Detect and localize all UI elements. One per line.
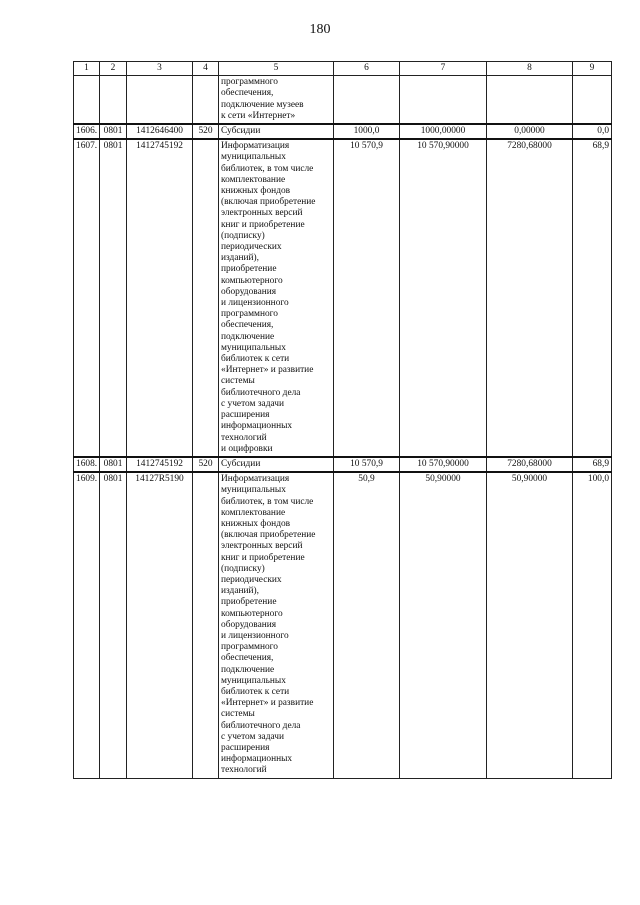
header-row (74, 62, 612, 76)
expense-type-code (193, 76, 219, 124)
column-header: 1 (74, 62, 100, 76)
section-code (100, 76, 127, 124)
approved-amount: 1000,00000 (400, 124, 487, 139)
budget-table (73, 61, 612, 779)
section-code: 0801 (100, 457, 127, 472)
target-article-code: 1412646400 (127, 124, 193, 139)
section-code: 0801 (100, 124, 127, 139)
row-number: 1607. (74, 139, 100, 457)
column-header: 3 (127, 62, 193, 76)
executed-amount: 7280,68000 (487, 139, 573, 457)
item-name: Информатизация муниципальных библиотек, в том числе комплектование книжных фондов (включая приобретение электронных версий книг и приобретение (подписку) периодических изданий), приобретение компьютерного оборудования и лицензионного программного обеспечения, подключение муниципальных библиотек к сети «Интернет» и развитие системы библиотечного дела с учетом задачи расширения информационных технологий и оцифровки (219, 139, 334, 457)
column-header: 4 (193, 62, 219, 76)
table-row (74, 124, 612, 139)
execution-percent: 0,0 (573, 124, 612, 139)
execution-percent: 68,9 (573, 457, 612, 472)
table-row (74, 457, 612, 472)
column-header: 7 (400, 62, 487, 76)
target-article-code (127, 76, 193, 124)
target-article-code: 14127R5190 (127, 472, 193, 778)
page-number: 180 (309, 22, 331, 37)
table-row (74, 76, 612, 124)
planned-amount: 1000,0 (334, 124, 400, 139)
planned-amount: 10 570,9 (334, 457, 400, 472)
row-number: 1606. (74, 124, 100, 139)
executed-amount (487, 76, 573, 124)
column-header: 8 (487, 62, 573, 76)
expense-type-code (193, 139, 219, 457)
row-number (74, 76, 100, 124)
expense-type-code: 520 (193, 124, 219, 139)
target-article-code: 1412745192 (127, 139, 193, 457)
approved-amount: 10 570,90000 (400, 457, 487, 472)
executed-amount: 50,90000 (487, 472, 573, 778)
column-header: 2 (100, 62, 127, 76)
execution-percent: 100,0 (573, 472, 612, 778)
item-name: Информатизация муниципальных библиотек, в том числе комплектование книжных фондов (включая приобретение электронных версий книг и приобретение (подписку) периодических изданий), приобретение компьютерного оборудования и лицензионного программного обеспечения, подключение муниципальных библиотек к сети «Интернет» и развитие системы библиотечного дела с учетом задачи расширения информационных технологий (219, 472, 334, 778)
row-number: 1609. (74, 472, 100, 778)
row-number: 1608. (74, 457, 100, 472)
table-row (74, 139, 612, 457)
column-header: 5 (219, 62, 334, 76)
executed-amount: 0,00000 (487, 124, 573, 139)
section-code: 0801 (100, 139, 127, 457)
execution-percent: 68,9 (573, 139, 612, 457)
executed-amount: 7280,68000 (487, 457, 573, 472)
expense-type-code: 520 (193, 457, 219, 472)
planned-amount: 10 570,9 (334, 139, 400, 457)
approved-amount (400, 76, 487, 124)
item-name: программного обеспечения, подключение музеев к сети «Интернет» (219, 76, 334, 124)
section-code: 0801 (100, 472, 127, 778)
column-header: 6 (334, 62, 400, 76)
planned-amount: 50,9 (334, 472, 400, 778)
target-article-code: 1412745192 (127, 457, 193, 472)
item-name: Субсидии (219, 124, 334, 139)
expense-type-code (193, 472, 219, 778)
approved-amount: 10 570,90000 (400, 139, 487, 457)
column-header: 9 (573, 62, 612, 76)
table-row (74, 472, 612, 778)
item-name: Субсидии (219, 457, 334, 472)
planned-amount (334, 76, 400, 124)
execution-percent (573, 76, 612, 124)
approved-amount: 50,90000 (400, 472, 487, 778)
